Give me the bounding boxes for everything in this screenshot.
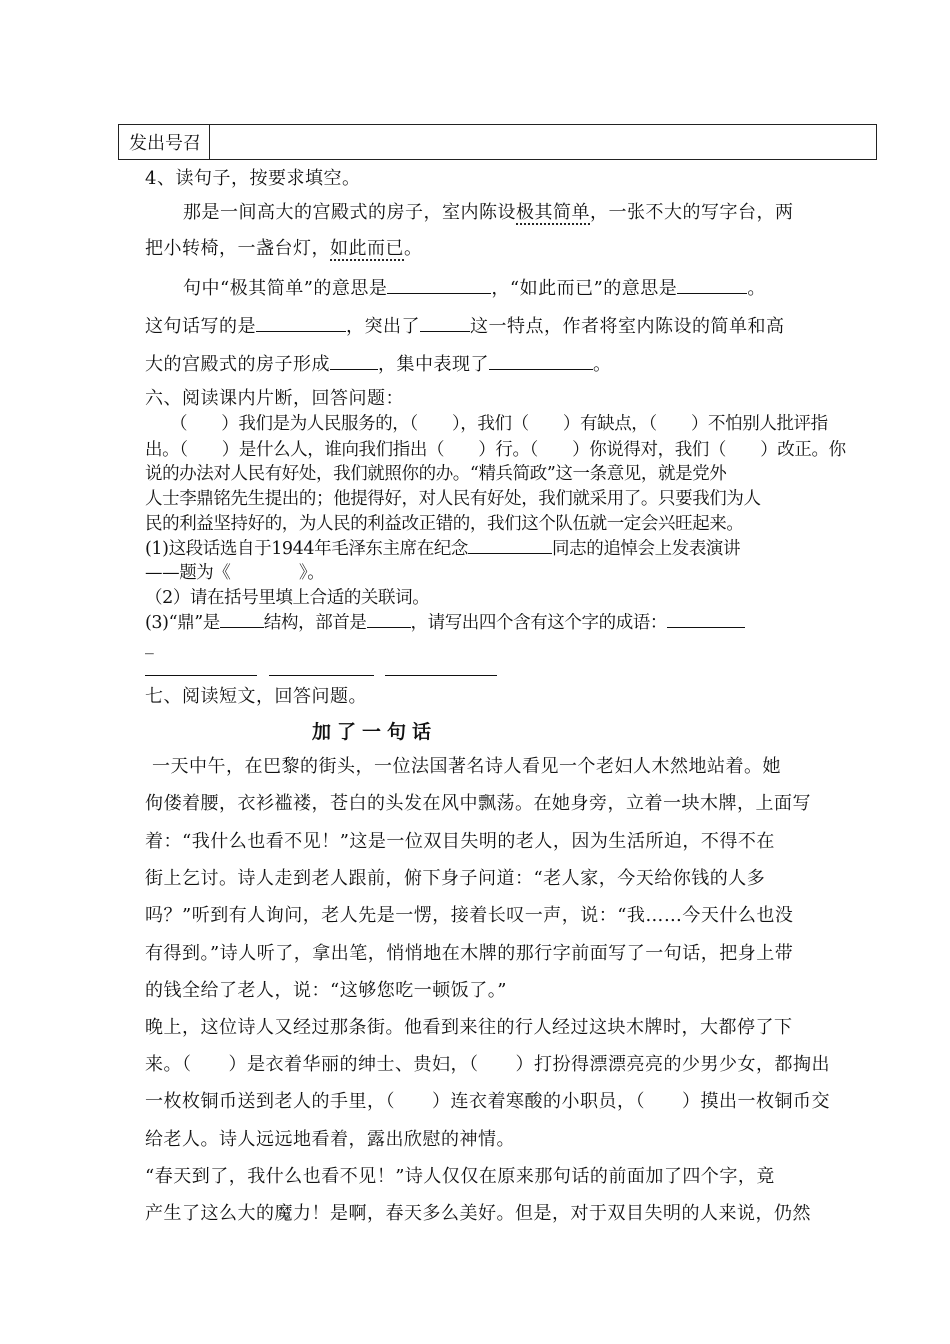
table-cell-answer[interactable] xyxy=(210,125,877,160)
blank[interactable] xyxy=(667,610,745,629)
q4-question-line3: 大的宫殿式的房子形成 ，集中表现了 。 xyxy=(145,350,612,376)
article-line: 有得到。”诗人听了，拿出笔，悄悄地在木牌的那行字前面写了一句话，把身上带 xyxy=(145,943,794,964)
q4-emphasis-1: 极其简单 xyxy=(516,202,590,223)
article-line: 一枚枚铜币送到老人的手里，（ ）连衣着寒酸的小职员，（ ）摸出一枚铜币交 xyxy=(145,1091,830,1112)
article-line: 晚上，这位诗人又经过那条街。他看到来往的行人经过这块木牌时，大都停了下 xyxy=(145,1017,793,1038)
s6-question-1-title: ——题为《 》。 xyxy=(145,563,325,583)
article-line: 佝偻着腰，衣衫褴褛，苍白的头发在风中飘荡。在她身旁，立着一块木牌，上面写 xyxy=(145,793,811,814)
blank[interactable] xyxy=(677,275,747,294)
article-line: 吗？”听到有人询问，老人先是一愣，接着长叹一声，说：“我……今天什么也没 xyxy=(145,905,794,926)
s7-heading: 七、阅读短文，回答问题。 xyxy=(145,686,367,707)
blank[interactable] xyxy=(269,675,374,676)
s6-question-3-cont: _ xyxy=(145,635,154,655)
q4-question-line2: 这句话写的是 ，突出了 这一特点，作者将室内陈设的简单和高 xyxy=(145,312,785,338)
article-line: 着：“我什么也看不见！”这是一位双目失明的老人，因为生活所迫，不得不在 xyxy=(145,831,775,852)
article-title: 加了一句话 xyxy=(312,721,438,743)
blank[interactable] xyxy=(220,610,264,629)
table-cell-label: 发出号召 xyxy=(119,125,210,160)
article-line: 的钱全给了老人，说：“这够您吃一顿饭了。” xyxy=(145,980,507,1001)
s6-paragraph-line: 出。（ ）是什么人，谁向我们指出（ ）行。（ ）你说得对，我们（ ）改正。你 xyxy=(145,440,846,460)
blank[interactable] xyxy=(385,675,497,676)
q4-heading: 4、读句子，按要求填空。 xyxy=(145,168,361,189)
blank[interactable] xyxy=(367,610,411,629)
s6-question-1: (1)这段话选自于1944年毛泽东主席在纪念 同志的追悼会上发表演讲 xyxy=(145,535,740,560)
q4-sentence-line1: 那是一间高大的宫殿式的房子，室内陈设极其简单，一张不大的写字台，两 xyxy=(183,202,794,223)
article-line: 给老人。诗人远远地看着，露出欣慰的神情。 xyxy=(145,1129,515,1150)
blank[interactable] xyxy=(256,313,346,332)
article-line: 来。（ ）是衣着华丽的绅士、贵妇，（ ）打扮得漂漂亮亮的少男少女，都掏出 xyxy=(145,1054,830,1075)
blank[interactable] xyxy=(387,275,491,294)
q4-emphasis-2: 如此而已 xyxy=(330,238,404,259)
blank[interactable] xyxy=(145,675,257,676)
article-line: “春天到了，我什么也看不见！”诗人仅仅在原来那句话的前面加了四个字，竟 xyxy=(145,1166,775,1187)
answer-table xyxy=(118,124,877,160)
s6-paragraph-line: （ ）我们是为人民服务的，（ ），我们（ ）有缺点，（ ）不怕别人批评指 xyxy=(170,414,828,434)
blank[interactable] xyxy=(330,351,378,370)
s6-question-3: (3)“鼎”是 结构，部首是 ，请写出四个含有这个字的成语： xyxy=(145,609,745,634)
blank[interactable] xyxy=(468,536,552,555)
s6-question-2: （2）请在括号里填上合适的关联词。 xyxy=(145,588,430,608)
s6-heading: 六、阅读课内片断，回答问题： xyxy=(145,388,404,409)
s6-paragraph-line: 人士李鼎铭先生提出的；他提得好，对人民有好处，我们就采用了。只要我们为人 xyxy=(145,489,761,509)
article-line: 产生了这么大的魔力！是啊，春天多么美好。但是，对于双目失明的人来说，仍然 xyxy=(145,1203,811,1224)
blank[interactable] xyxy=(420,313,470,332)
article-line: 一天中午，在巴黎的街头，一位法国著名诗人看见一个老妇人木然地站着。她 xyxy=(152,756,781,777)
q4-question-line1: 句中“极其简单”的意思是 ，“如此而已”的意思是 。 xyxy=(183,274,766,300)
q4-sentence-line2: 把小转椅，一盏台灯，如此而已。 xyxy=(145,238,423,259)
article-line: 街上乞讨。诗人走到老人跟前，俯下身子问道：“老人家，今天给你钱的人多 xyxy=(145,868,766,889)
s6-paragraph-line: 民的利益坚持好的，为人民的利益改正错的，我们这个队伍就一定会兴旺起来。 xyxy=(145,514,744,534)
s6-paragraph-line: 说的办法对人民有好处，我们就照你的办。“精兵简政”这一条意见，就是党外 xyxy=(145,464,727,484)
blank[interactable] xyxy=(489,351,593,370)
